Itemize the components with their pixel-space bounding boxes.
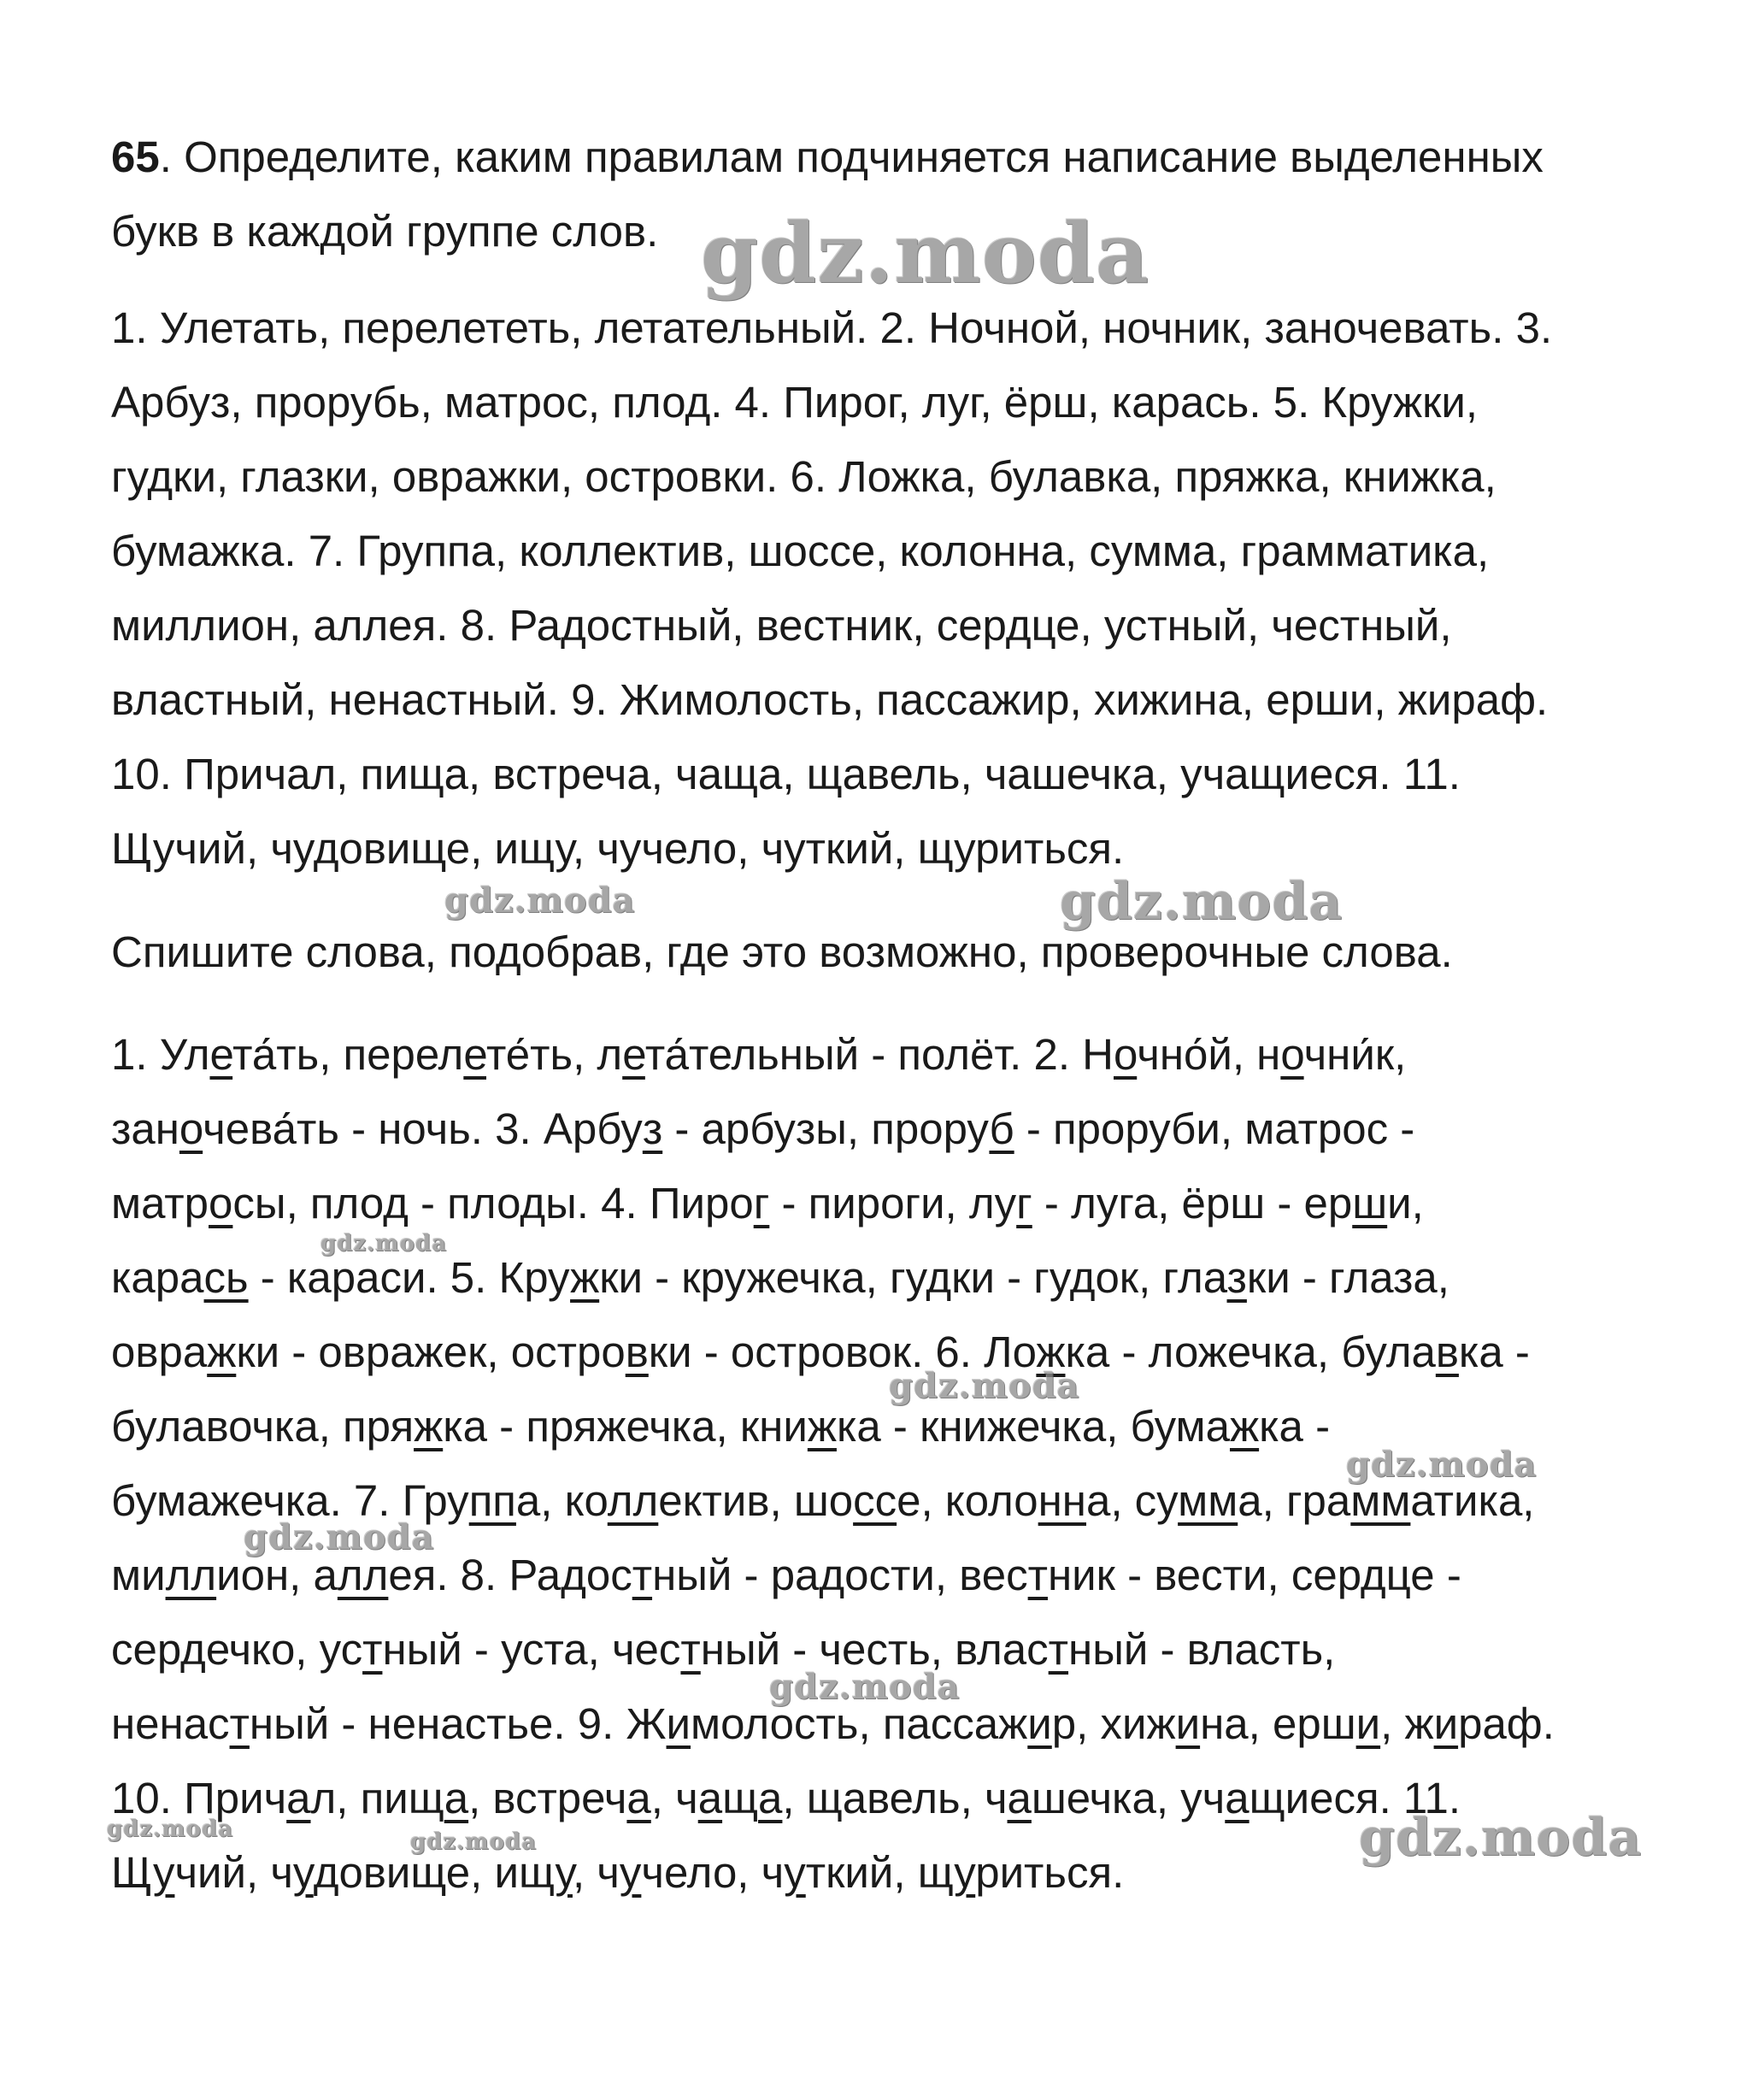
answer-text-segment: ка - пряжечка, кни — [443, 1402, 808, 1451]
highlighted-letter: сс — [853, 1476, 897, 1525]
watermark: gdz.moda — [1346, 1445, 1538, 1485]
answer-text-segment: ка - — [1458, 1328, 1530, 1376]
highlighted-letter: ж — [1229, 1402, 1260, 1451]
answer-text-segment: сы, пло — [232, 1179, 384, 1227]
answer-text-segment: ный - радости, вес — [652, 1551, 1028, 1599]
answer-text-segment: те́ть, л — [486, 1030, 623, 1079]
watermark: gdz.moda — [320, 1231, 448, 1257]
answer-text-segment: довище, ищ — [313, 1848, 556, 1897]
highlighted-letter: г — [1016, 1179, 1032, 1227]
answer-text-segment: та́ть, перел — [232, 1030, 464, 1079]
answer-text-segment: чий, ч — [174, 1848, 293, 1897]
answer-text-segment: ка - — [1259, 1402, 1331, 1451]
answer-text-segment: щиеся. 11. — [1249, 1774, 1461, 1822]
answer-text-segment: молость, пассаж — [691, 1699, 1028, 1748]
answer-text-segment: , щавель, ч — [782, 1774, 1008, 1822]
highlighted-letter: нн — [1038, 1476, 1086, 1525]
answer-text-segment: р, хиж — [1051, 1699, 1176, 1748]
exercise-line: гудки, глазки, овражки, островки. 6. Ложка, булавка, пряжка, книжка, — [111, 452, 1496, 501]
answer-text-segment: кара — [111, 1253, 204, 1302]
highlighted-letter: е — [463, 1030, 486, 1079]
watermark: gdz.moda — [410, 1829, 538, 1855]
highlighted-letter: е — [209, 1030, 233, 1079]
answer-text-segment: та́тельный - полёт. 2. Н — [644, 1030, 1114, 1079]
highlighted-letter: у — [619, 1848, 642, 1897]
answer-text-segment: чни́к, — [1303, 1030, 1407, 1079]
highlighted-letter: е — [622, 1030, 645, 1079]
answer-text-segment: - плоды. 4. Пиро — [408, 1179, 754, 1227]
highlighted-letter: ж — [807, 1402, 837, 1451]
answer-text-segment: щ — [722, 1774, 759, 1822]
answer-text-segment: ки - гудок, гла — [951, 1253, 1227, 1302]
highlighted-letter: а — [1007, 1774, 1032, 1822]
highlighted-letter: о — [179, 1104, 203, 1153]
answer-text-segment: , встреч — [468, 1774, 627, 1822]
highlighted-letter: в — [625, 1328, 649, 1376]
answer-text-segment: чно́й, н — [1137, 1030, 1281, 1079]
answer-text-segment: ион, а — [216, 1551, 338, 1599]
answer-line — [111, 1017, 1649, 1092]
highlighted-letter: и — [1027, 1699, 1052, 1748]
answer-text-segment: ный - честь, влас — [700, 1625, 1049, 1674]
answer-text-segment: 10. Прич — [111, 1774, 287, 1822]
answer-line — [111, 1315, 1649, 1389]
exercise-line: бумажка. 7. Группа, коллектив, шоссе, колонна, сумма, грамматика, — [111, 527, 1490, 575]
highlighted-letter: б — [989, 1104, 1014, 1153]
highlighted-letter: т — [1027, 1551, 1048, 1599]
highlighted-letter: пп — [468, 1476, 516, 1525]
answer-text-segment: ея. 8. Радос — [388, 1551, 632, 1599]
answer-text-segment: ка - книжечка, бума — [836, 1402, 1230, 1451]
highlighted-letter: а — [286, 1774, 311, 1822]
exercise-line: 1. Улетать, перелететь, летательный. 2. Ночной, ночник, заночевать. 3. — [111, 303, 1553, 352]
answer-text-segment: чева́ть - ночь. 3. Арбу — [203, 1104, 643, 1153]
watermark: gdz.moda — [1060, 872, 1344, 932]
highlighted-letter: а — [697, 1774, 723, 1822]
answer-text-segment: раф. — [1458, 1699, 1555, 1748]
answer-text-segment: 1. Ул — [111, 1030, 210, 1079]
highlighted-letter: о — [209, 1179, 233, 1227]
watermark: gdz.moda — [244, 1517, 435, 1557]
highlighted-letter: ж — [570, 1253, 600, 1302]
highlighted-letter: ж — [207, 1328, 237, 1376]
answer-text-segment: ненас — [111, 1699, 230, 1748]
watermark: gdz.moda — [889, 1366, 1080, 1406]
answer-text-segment: ки - овражек, остро — [236, 1328, 626, 1376]
watermark: gdz.moda — [107, 1816, 234, 1842]
highlighted-letter: лл — [165, 1551, 217, 1599]
highlighted-letter: т — [229, 1699, 250, 1748]
highlighted-letter: лл — [337, 1551, 389, 1599]
highlighted-letter: мм — [1178, 1476, 1238, 1525]
highlighted-letter: т — [1048, 1625, 1069, 1674]
highlighted-letter: у — [954, 1848, 976, 1897]
highlighted-letter: д — [383, 1179, 409, 1227]
exercise-line: миллион, аллея. 8. Радостный, вестник, сердце, устный, честный, — [111, 601, 1452, 650]
task-number: 65 — [111, 132, 160, 181]
answer-text-segment: - проруби, матрос - — [1014, 1104, 1415, 1153]
answer-text-segment: а, су — [1085, 1476, 1179, 1525]
answer-text-segment: ка - ложечка, була — [1065, 1328, 1436, 1376]
watermark: gdz.moda — [769, 1667, 961, 1707]
answer-text-segment: Щ — [111, 1848, 153, 1897]
highlighted-letter: т — [680, 1625, 701, 1674]
exercise-text — [111, 291, 1649, 886]
highlighted-letter: ш — [1352, 1179, 1388, 1227]
answer-text-segment: а, ко — [515, 1476, 608, 1525]
answer-text-segment: ник - вести, сер — [1047, 1551, 1361, 1599]
highlighted-letter: и — [666, 1699, 691, 1748]
answer-text-segment: - луга, ёрш - ер — [1032, 1179, 1353, 1227]
highlighted-letter: и — [1175, 1699, 1201, 1748]
answer-text-segment: а, гра — [1238, 1476, 1351, 1525]
exercise-line: Арбуз, прорубь, матрос, плод. 4. Пирог, луг, ёрш, карась. 5. Кружки, — [111, 378, 1479, 427]
answer-text-segment: ткий, щ — [805, 1848, 955, 1897]
highlighted-letter: д — [926, 1253, 952, 1302]
answer-text-segment: ки - кружечка, гу — [599, 1253, 926, 1302]
highlighted-letter: т — [362, 1625, 383, 1674]
answer-text-segment: бумажечка. 7. Гру — [111, 1476, 469, 1525]
highlighted-letter: в — [1435, 1328, 1459, 1376]
highlighted-letter: а — [626, 1774, 651, 1822]
highlighted-letter: у — [152, 1848, 175, 1897]
answer-text-segment: зан — [111, 1104, 179, 1153]
answer-text-segment: - караси. 5. Кру — [248, 1253, 571, 1302]
exercise-line: Щучий, чудовище, ищу, чучело, чуткий, щуриться. — [111, 824, 1125, 873]
answer-text-segment: , ч — [572, 1848, 620, 1897]
answer-text-segment: атика, — [1410, 1476, 1535, 1525]
answer-text-segment: риться. — [975, 1848, 1125, 1897]
highlighted-letter: сь — [203, 1253, 249, 1302]
highlighted-letter: ж — [1036, 1328, 1066, 1376]
answer-text-segment: л, пищ — [310, 1774, 444, 1822]
answer-text-segment: , ж — [1380, 1699, 1434, 1748]
highlighted-letter: у — [555, 1848, 573, 1897]
answer-text-segment: на, ерш — [1200, 1699, 1356, 1748]
answer-text-segment: шечка, уч — [1031, 1774, 1226, 1822]
answer-text-segment: булавочка, пря — [111, 1402, 415, 1451]
answer-text-segment: ектив, шо — [658, 1476, 854, 1525]
answer-text-segment: - арбузы, прору — [662, 1104, 990, 1153]
answer-text-segment: це - — [1385, 1551, 1461, 1599]
answer-text-segment: е, коло — [897, 1476, 1038, 1525]
answer-line — [111, 1092, 1649, 1166]
highlighted-letter: д — [1360, 1551, 1386, 1599]
answer-text-segment: овра — [111, 1328, 208, 1376]
exercise-line: властный, ненастный. 9. Жимолость, пассажир, хижина, ерши, жираф. — [111, 675, 1549, 724]
answer-text-segment: чело, ч — [641, 1848, 785, 1897]
answer-text-segment: и, — [1387, 1179, 1424, 1227]
exercise-line: 10. Причал, пища, встреча, чаща, щавель, чашечка, учащиеся. 11. — [111, 750, 1461, 798]
task-prompt-line-1: 65. Определите, каким правилам подчиняется написание выделенных — [111, 132, 1544, 181]
highlighted-letter: у — [292, 1848, 314, 1897]
watermark: gdz.moda — [1359, 1808, 1643, 1868]
answer-text-segment: ный - власть, — [1068, 1625, 1336, 1674]
watermark: gdz.moda — [701, 205, 1150, 302]
highlighted-letter: г — [753, 1179, 770, 1227]
highlighted-letter: и — [1355, 1699, 1381, 1748]
answer-text-segment: сердечко, ус — [111, 1625, 363, 1674]
highlighted-letter: а — [444, 1774, 469, 1822]
answer-text-segment: ный - ненастье. 9. Ж — [249, 1699, 667, 1748]
answer-text-segment: ки - островок. 6. Ло — [648, 1328, 1037, 1376]
highlighted-letter: и — [1433, 1699, 1459, 1748]
highlighted-letter: мм — [1350, 1476, 1411, 1525]
highlighted-letter: а — [1225, 1774, 1250, 1822]
answer-text-segment: матр — [111, 1179, 209, 1227]
highlighted-letter: о — [1280, 1030, 1304, 1079]
answer-text-segment: ки - глаза, — [1246, 1253, 1449, 1302]
answer-text-segment: - пироги, лу — [769, 1179, 1017, 1227]
answer-text-segment: ный - уста, чес — [382, 1625, 681, 1674]
answer-line — [111, 1166, 1649, 1240]
highlighted-letter: з — [642, 1104, 663, 1153]
highlighted-letter: ж — [414, 1402, 444, 1451]
highlighted-letter: з — [1226, 1253, 1247, 1302]
highlighted-letter: т — [632, 1551, 653, 1599]
task-prompt-line-2: букв в каждой группе слов. — [111, 207, 659, 256]
highlighted-letter: о — [1114, 1030, 1138, 1079]
answer-text-segment: , ч — [650, 1774, 698, 1822]
watermark: gdz.moda — [444, 880, 636, 921]
answer-text-segment: ми — [111, 1551, 166, 1599]
highlighted-letter: у — [784, 1848, 806, 1897]
highlighted-letter: а — [758, 1774, 783, 1822]
highlighted-letter: лл — [607, 1476, 659, 1525]
instruction-text: Спишите слова, подобрав, где это возможно, проверочные слова. — [111, 927, 1453, 976]
